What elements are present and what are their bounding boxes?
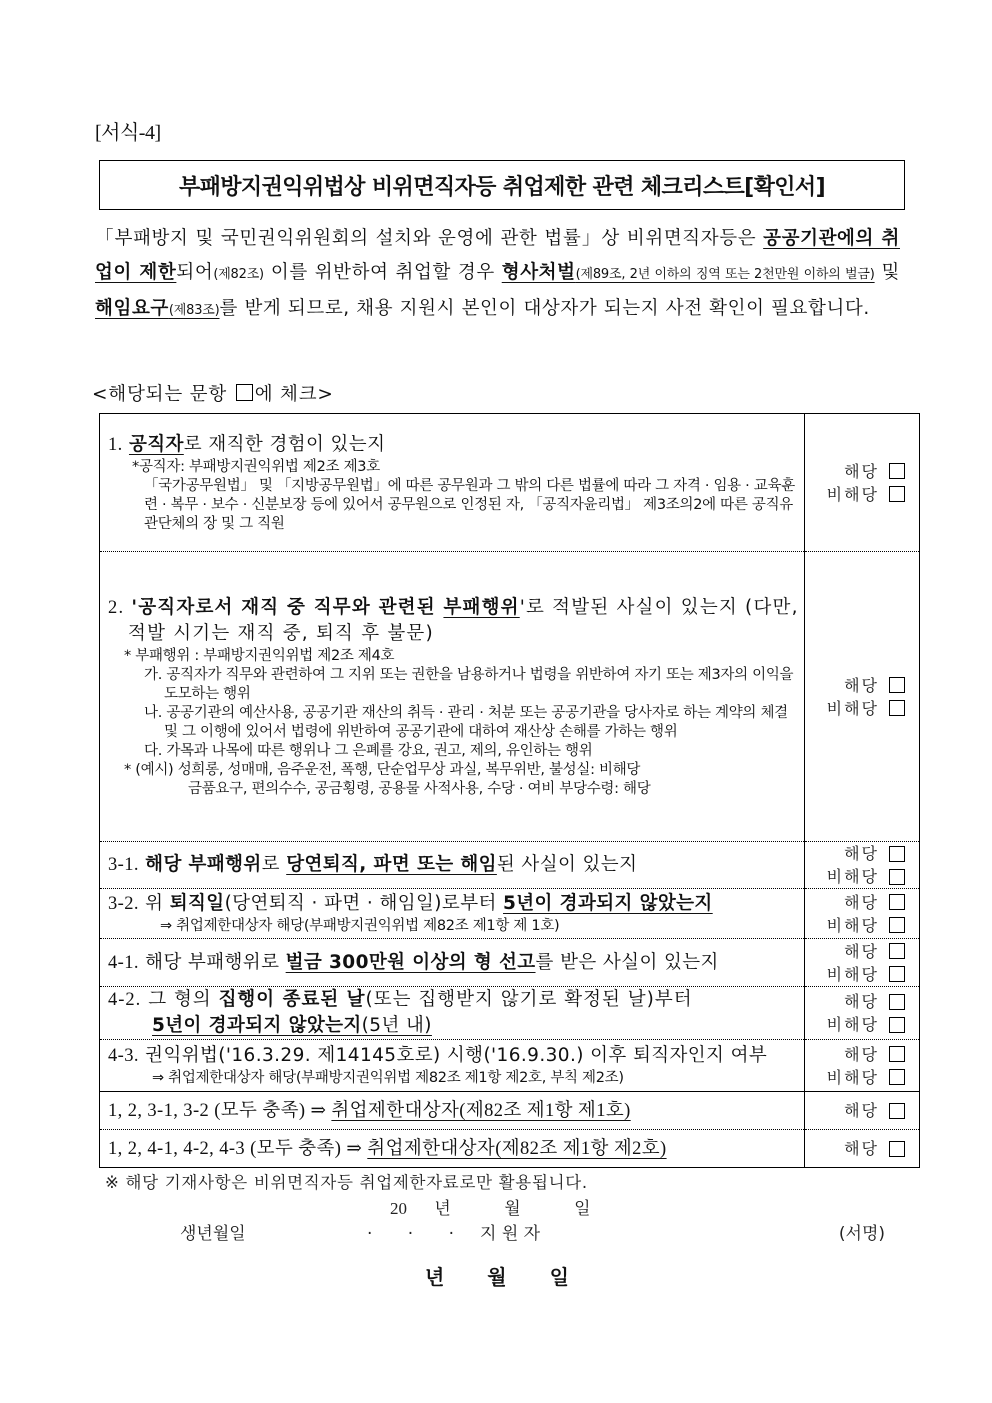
- question-keyword: 퇴직일: [169, 893, 225, 914]
- intro-restriction: 공공기관에의 취업이 제한: [95, 228, 900, 283]
- question-keyword: 공직자: [128, 433, 184, 455]
- question-result-note: ⇒ 취업제한대상자 해당(부패방지권익위법 제82조 제1항 제 1호): [160, 918, 560, 934]
- table-row-q3-2: [100, 889, 920, 939]
- checkbox-applicable-q4-1[interactable]: [889, 943, 905, 959]
- option-label: 비해당: [826, 484, 879, 504]
- option-not-applicable[interactable]: [827, 963, 905, 986]
- day-label: 일: [574, 1199, 591, 1219]
- answer-cell: [805, 1092, 920, 1130]
- option-not-applicable[interactable]: [827, 483, 905, 506]
- option-label: 비해당: [826, 698, 879, 718]
- signature-line: [180, 1219, 885, 1244]
- date-year-prefix: 20: [390, 1199, 407, 1218]
- question-cell: [100, 939, 805, 987]
- example-applicable: 금품요구, 편의수수, 공금횡령, 공용물 사적사용, 수당 · 여비 부당수령: 해당: [188, 780, 651, 797]
- option-label: 비해당: [826, 915, 879, 935]
- summary-cell: [100, 1130, 805, 1168]
- definition-item-ga: 가. 공직자가 직무와 관련하여 그 지위 또는 권한을 남용하거나 법령을 위반하여 자기 또는 제3자의 이익을 도모하는 행위: [144, 666, 794, 702]
- answer-cell: [805, 842, 920, 889]
- question-note: *공직자: 부패방지권익위법 제2조 제3호: [132, 458, 380, 475]
- option-label: 해당: [844, 461, 879, 481]
- option-label: 해당: [844, 675, 879, 695]
- option-not-applicable[interactable]: [827, 865, 905, 888]
- table-row-q4-2: [100, 987, 920, 1040]
- table-row-q3-1: [100, 842, 920, 889]
- option-label: 해당: [844, 941, 879, 961]
- option-not-applicable[interactable]: [827, 697, 905, 720]
- answer-cell: [805, 939, 920, 987]
- question-cell: [100, 1040, 805, 1092]
- question-number: 3-2.: [108, 894, 139, 914]
- checkbox-applicable-q4-3[interactable]: [889, 1046, 905, 1062]
- answer-cell: [805, 414, 920, 552]
- document-title: 부패방지권익위법상 비위면직자등 취업제한 관련 체크리스트[확인서]: [178, 174, 826, 200]
- question-keyword: 당연퇴직, 파면 또는 해임: [286, 854, 497, 875]
- question-keyword: 5년이 경과되지 않았는지: [152, 1015, 362, 1036]
- check-instruction-text: <해당되는 문항: [92, 384, 234, 405]
- option-applicable[interactable]: [844, 891, 905, 914]
- intro-article-82: (제82조): [213, 267, 264, 282]
- option-applicable[interactable]: [844, 1043, 905, 1066]
- intro-criminal: 형사처벌: [501, 262, 576, 283]
- option-not-applicable[interactable]: [827, 914, 905, 937]
- option-applicable[interactable]: [844, 674, 905, 697]
- definition-item-na: 나. 공공기관의 예산사용, 공공기관 재산의 취득 · 관리 · 처분 또는 공공기관을 당사자로 하는 계약의 체결 및 그 이행에 있어서 법령에 위반하여 공공기관에 대하여 재산상 손해를 가하는 행위: [144, 704, 788, 740]
- answer-cell: [805, 552, 920, 842]
- checkbox-applicable-q3-1[interactable]: [889, 846, 905, 862]
- issue-date: [425, 1261, 569, 1290]
- intro-text: 「부패방지 및 국민권익위원회의 설치와 운영에 관한 법률」상 비위면직자등은: [95, 228, 764, 249]
- question-text: 해당 부패행위로: [145, 951, 286, 973]
- option-label: 해당: [844, 844, 879, 863]
- question-keyword: 벌금 300만원 이상의 형 선고: [285, 951, 536, 973]
- checkbox-not-applicable-q3-2[interactable]: [889, 917, 905, 933]
- option-not-applicable[interactable]: [827, 1066, 905, 1089]
- question-text: 그 형의: [148, 989, 219, 1010]
- usage-note: ※ 해당 기재사항은 비위면직자등 취업제한자료로만 활용됩니다.: [105, 1173, 588, 1192]
- question-text: (5년 내): [361, 1015, 432, 1036]
- option-label: 해당: [844, 1139, 879, 1158]
- answer-cell: [805, 1130, 920, 1168]
- question-cell: [100, 842, 805, 889]
- checkbox-not-applicable-q4-1[interactable]: [889, 966, 905, 982]
- option-label: 해당: [844, 892, 879, 912]
- option-label: 해당: [844, 1044, 879, 1064]
- example-not-applicable: * (예시) 성희롱, 성매매, 음주운전, 폭행, 단순업무상 과실, 복무위반, 불성실: 비해당: [124, 761, 641, 778]
- option-label: 비해당: [826, 964, 879, 984]
- table-row-summary-1: [100, 1092, 920, 1130]
- summary-result: 취업제한대상자(제82조 제1항 제2호): [367, 1138, 667, 1159]
- signature-field[interactable]: (서명): [838, 1224, 885, 1244]
- checkbox-not-applicable-q1[interactable]: [889, 486, 905, 502]
- option-applicable[interactable]: [844, 460, 905, 483]
- year-label: 년: [434, 1199, 451, 1219]
- intro-article-83: (제83조): [168, 303, 220, 318]
- question-note: * 부패행위 : 부패방지권익위법 제2조 제4호: [124, 647, 395, 664]
- question-definition: 「국가공무원법」 및 「지방공무원법」에 따른 공무원과 그 밖의 다른 법률에 따라 그 자격 · 임용 · 교육훈련 · 복무 · 보수 · 신분보장 등에 있어서 공무원으로 인정된 자, 「공직자윤리법」 제3조의2에 따른 공직유관단체의 장 및 그 직원: [144, 477, 795, 532]
- option-not-applicable[interactable]: [827, 1013, 905, 1036]
- day-label: 일: [549, 1265, 569, 1289]
- question-cell: [100, 414, 805, 552]
- option-applicable[interactable]: [844, 990, 905, 1013]
- month-label: 월: [504, 1199, 521, 1219]
- question-text: '로 적발된 사실이 있는지 (다만, 적발 시기는 재직 중, 퇴직 후 불문): [128, 596, 799, 644]
- intro-criminal-detail: (제89조, 2년 이하의 징역 또는 2천만원 이하의 벌금): [575, 267, 875, 282]
- option-applicable[interactable]: [844, 940, 905, 963]
- question-text: 로: [261, 854, 287, 875]
- intro-paragraph: [95, 222, 900, 328]
- definition-item-da: 다. 가목과 나목에 따른 행위나 그 은폐를 강요, 권고, 제의, 유인하는 행위: [144, 742, 593, 759]
- checkbox-applicable-q3-2[interactable]: [889, 894, 905, 910]
- question-cell: [100, 987, 805, 1040]
- check-instruction-text: 에 체크>: [254, 384, 334, 405]
- summary-result: 취업제한대상자(제82조 제1항 제1호): [331, 1100, 631, 1121]
- check-instruction: [92, 380, 334, 406]
- intro-text: 이를 위반하여 취업할 경우: [263, 262, 502, 283]
- summary-cell: [100, 1092, 805, 1130]
- question-keyword: 집행이 종료된 날: [218, 989, 366, 1010]
- table-row-summary-2: [100, 1130, 920, 1168]
- question-text: 권익위법('16.3.29. 제14145호로) 시행('16.9.30.) 이후 퇴직자인지 여부: [145, 1045, 768, 1066]
- summary-condition: 1, 2, 4-1, 4-2, 4-3 (모두 충족) ⇒: [108, 1138, 368, 1159]
- option-label: 비해당: [826, 867, 879, 886]
- date-line: [390, 1194, 591, 1219]
- answer-cell: [805, 1040, 920, 1092]
- question-text: (당연퇴직 · 파면 · 해임일)로부터: [224, 893, 504, 914]
- option-applicable[interactable]: [844, 1099, 905, 1122]
- question-text: (또는 집행받지 않기로 확정된 날)부터: [365, 989, 693, 1010]
- document-title-box: [99, 160, 905, 210]
- option-label: 해당: [844, 1101, 879, 1120]
- option-label: 해당: [844, 992, 879, 1011]
- question-text: 된 사실이 있는지: [496, 854, 638, 875]
- intro-text: 및: [874, 262, 900, 283]
- intro-dismissal: 해임요구: [95, 298, 169, 319]
- question-number: 4-2.: [108, 990, 142, 1010]
- applicant-label: 지 원 자: [480, 1224, 541, 1244]
- checkbox-applicable-summary-1[interactable]: [889, 1103, 905, 1119]
- checklist-table: [99, 413, 920, 1168]
- checkbox-not-applicable-q3-1[interactable]: [889, 869, 905, 885]
- intro-text: 를 받게 되므로, 채용 지원시 본인이 대상자가 되는지 사전 확인이 필요합니다.: [219, 298, 870, 319]
- question-text: 를 받은 사실이 있는지: [535, 951, 719, 973]
- question-keyword: 5년이 경과되지 않았는지: [503, 893, 713, 914]
- table-row-q1: [100, 414, 920, 552]
- checkbox-applicable-q1[interactable]: [889, 463, 905, 479]
- question-keyword: 부패행위: [443, 596, 520, 618]
- question-cell: [100, 552, 805, 842]
- question-number: 4-1.: [108, 952, 139, 973]
- option-applicable[interactable]: [844, 842, 905, 865]
- summary-condition: 1, 2, 3-1, 3-2 (모두 충족) ⇒: [108, 1100, 332, 1121]
- question-number: 1.: [108, 434, 123, 455]
- birthdate-field[interactable]: . . .: [367, 1219, 470, 1239]
- checkbox-not-applicable-q4-2[interactable]: [889, 1017, 905, 1033]
- form-number-label: [서식-4]: [95, 122, 161, 144]
- answer-cell: [805, 987, 920, 1040]
- checkbox-not-applicable-q4-3[interactable]: [889, 1069, 905, 1085]
- option-applicable[interactable]: [844, 1137, 905, 1160]
- question-result-note: ⇒ 취업제한대상자 해당(부패방지권익위법 제82조 제1항 제2호, 부칙 제2조): [152, 1070, 624, 1086]
- table-row-q2: [100, 552, 920, 842]
- question-cell: [100, 889, 805, 939]
- intro-text: 되어: [176, 262, 214, 283]
- option-label: 비해당: [826, 1067, 879, 1087]
- checkbox-not-applicable-q2[interactable]: [889, 700, 905, 716]
- checkbox-applicable-q4-2[interactable]: [889, 994, 905, 1010]
- month-label: 월: [487, 1265, 507, 1289]
- question-number: 2.: [108, 597, 125, 618]
- table-row-q4-3: [100, 1040, 920, 1092]
- question-keyword: '공직자로서 재직 중 직무와 관련된: [131, 596, 444, 618]
- question-number: 3-1.: [108, 855, 139, 875]
- table-row-q4-1: [100, 939, 920, 987]
- question-number: 4-3.: [108, 1046, 139, 1066]
- checkbox-sample-icon: [236, 384, 253, 401]
- option-label: 비해당: [826, 1015, 879, 1034]
- birthdate-label: 생년월일: [180, 1224, 246, 1244]
- question-text: 위: [145, 893, 170, 914]
- answer-cell: [805, 889, 920, 939]
- question-text: 로 재직한 경험이 있는지: [183, 433, 386, 455]
- checkbox-applicable-q2[interactable]: [889, 677, 905, 693]
- year-label: 년: [425, 1265, 445, 1289]
- checkbox-applicable-summary-2[interactable]: [889, 1141, 905, 1157]
- question-keyword: 해당 부패행위: [145, 854, 262, 875]
